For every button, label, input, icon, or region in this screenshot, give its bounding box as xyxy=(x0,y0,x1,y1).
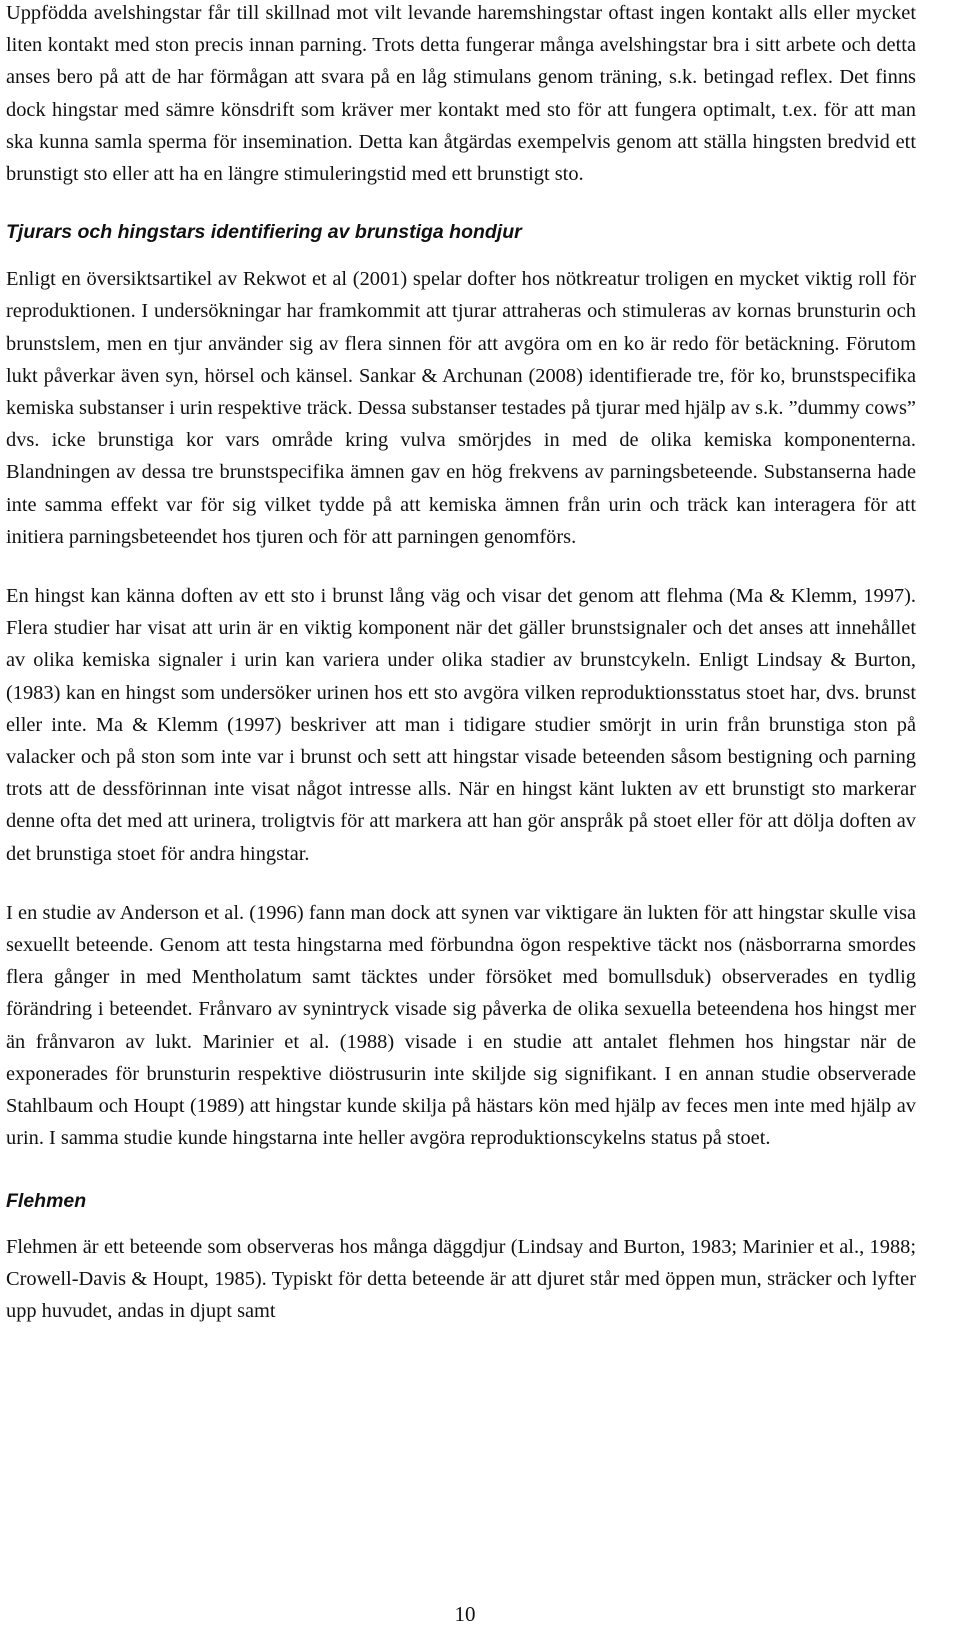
document-page xyxy=(6,0,916,1327)
paragraph: I en studie av Anderson et al. (1996) fann man dock att synen var viktigare än lukten för att hingstar skulle visa sexuellt beteende. Genom att testa hingstarna med förbundna ögon respektive täckt nos (näsborrarna smordes flera gånger in med Mentholatum samt täcktes under försöket med bomullsduk) observerades en tydlig förändring i beteendet. Frånvaro av synintryck visade sig påverka de olika sexuella beteendena hos hingst mer än frånvaron av lukt. Marinier et al. (1988) visade i en studie att antalet flehmen hos hingstar när de exponerades för brunsturin respektive diöstrusurin inte skiljde sig signifikant. I en annan studie observerade Stahlbaum och Houpt (1989) att hingstar kunde skilja på hästars kön med hjälp av feces men inte med hjälp av urin. I samma studie kunde hingstarna inte heller avgöra reproduktionscykelns status på stoet. xyxy=(6,901,916,1150)
paragraph: Enligt en översiktsartikel av Rekwot et al (2001) spelar dofter hos nötkreatur troligen en mycket viktig roll för reproduktionen. I undersökningar har framkommit att tjurar attraheras och stimuleras av kornas brunsturin och brunstslem, men en tjur använder sig av flera sinnen för att avgöra om en ko är redo för betäckning. Förutom lukt påverkar även syn, hörsel och känsel. Sankar & Archunan (2008) identifierade tre, för ko, brunstspecifika kemiska substanser i urin respektive träck. Dessa substanser testades på tjurar med hjälp av s.k. ”dummy cows” dvs. icke brunstiga kor vars område kring vulva smörjdes in med de olika kemiska komponenterna. Blandningen av dessa tre brunstspecifika ämnen gav en hög frekvens av parningsbeteende. Substanserna hade inte samma effekt var för sig vilket tydde på att kemiska ämnen från urin och träck kan interagera för att initiera parningsbeteendet hos tjuren och för att parningen genomförs. xyxy=(6,268,916,548)
section-heading: Flehmen xyxy=(6,1189,87,1212)
section-heading: Tjurars och hingstars identifiering av brunstiga hondjur xyxy=(6,221,522,244)
paragraph: En hingst kan känna doften av ett sto i brunst lång väg och visar det genom att flehma (Ma & Klemm, 1997). Flera studier har visat att urin är en viktig komponent när det gäller brunstsignaler och det anses att innehållet av olika kemiska signaler i urin kan variera under olika stadier av brunstcykeln. Enligt Lindsay & Burton, (1983) kan en hingst som undersöker urinen hos ett sto avgöra vilken reproduktionsstatus stoet har, dvs. brunst eller inte. Ma & Klemm (1997) beskriver att man i tidigare studier smörjt in urin från brunstiga ston på valacker och på ston som inte var i brunst och sett att hingstar visade beteenden såsom bestigning och parning trots att de dessförinnan inte visat något intresse alls. När en hingst känt lukten av ett brunstigt sto markerar denne ofta det med att urinera, troligtvis för att markera att han gör anspråk på stoet eller för att dölja doften av det brunstiga stoet för andra hingstar. xyxy=(6,585,916,865)
paragraph: Uppfödda avelshingstar får till skillnad mot vilt levande haremshingstar oftast ingen kontakt alls eller mycket liten kontakt med ston precis innan parning. Trots detta fungerar många avelshingstar bra i sitt arbete och detta anses bero på att de har förmågan att svara på en låg stimulans genom träning, s.k. betingad reflex. Det finns dock hingstar med sämre könsdrift som kräver mer kontakt med sto för att fungera optimalt, t.ex. för att man ska kunna samla sperma för insemination. Detta kan åtgärdas exempelvis genom att ställa hingsten bredvid ett brunstigt sto eller att ha en längre stimuleringstid med ett brunstigt sto. xyxy=(6,2,916,186)
paragraph: Flehmen är ett beteende som observeras hos många däggdjur (Lindsay and Burton, 1983; Marinier et al., 1988; Crowell-Davis & Houpt, 1985). Typiskt för detta beteende är att djuret står med öppen mun, sträcker och lyfter upp huvudet, andas in djupt samt xyxy=(6,1235,916,1322)
page-number: 10 xyxy=(454,1602,476,1626)
